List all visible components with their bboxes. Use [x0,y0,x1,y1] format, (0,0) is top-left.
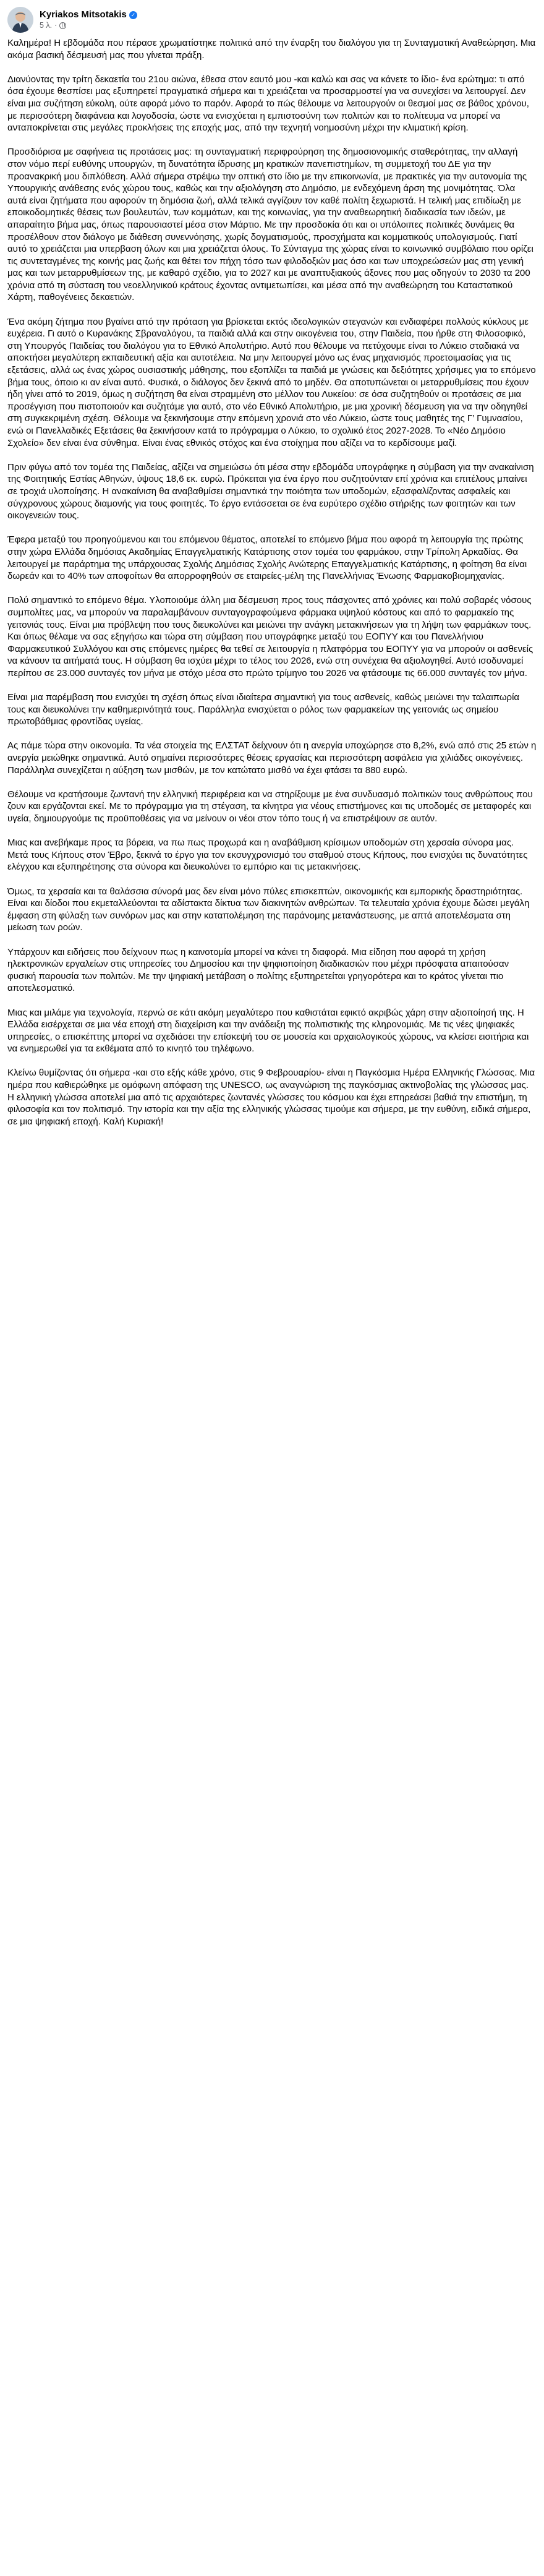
post-paragraph: Έφερα μεταξύ του προηγούμενου και του επόμενου θέματος, αποτελεί το επόμενο βήμα που αφορά τη λειτουργία της πρώτης στην χώρα Ελλάδα δημόσιας Ακαδημίας Επαγγελματικής Κατάρτισης στον τομέα του φαρμάκου, στην Τρίπολη Αρκαδίας. Θα λειτουργεί με παράρτημα της υπάρχουσας Σχολής Δημόσιας Σχολής Ανώτερης Επαγγελματικής Κατάρτισης, η φοίτηση θα είναι δωρεάν και το 40% των αποφοίτων θα απορροφηθούν σε εταιρείες-μέλη της Πανελλήνιας Ένωσης Φαρμακοβιομηχανίας. [7,534,530,582]
post-paragraph: Καλημέρα! Η εβδομάδα που πέρασε χρωματίστηκε πολιτικά από την έναρξη του διαλόγου για τη Συνταγματική Αναθεώρηση. Μια ακόμα βασική δέσμευσή μας που γίνεται πράξη. [7,38,538,61]
author-line [40,9,137,21]
post-body [7,37,537,1128]
post-paragraph: Μιας και μιλάμε για τεχνολογία, περνώ σε κάτι ακόμη μεγαλύτερο που καθιστάται εφικτό ακριβώς χάρη στην αξιοποίησή της. Η Ελλάδα εισέρχεται σε μια νέα εποχή στη διαχείριση και την ανάδειξη της πολιτιστικής της κληρονομιάς. Με τις νέες ψηφιακές υπηρεσίες, ο επισκέπτης μπορεί να σχεδιάσει την επίσκεψή του σε μουσεία και αρχαιολογικούς χώρους, να κλείσει εισιτήρια και να ενημερωθεί για τα εκθέματα από το κινητό του τηλέφωνο. [7,1007,532,1055]
post-paragraph: Όμως, τα χερσαία και τα θαλάσσια σύνορά μας δεν είναι μόνο πύλες επισκεπτών, οικονομικής και εμπορικής δραστηριότητας. Είναι και δίοδοι που εκμεταλλεύονται τα αδίστακτα δίκτυα των διακινητών ανθρώπων. Τα τελευταία χρόνια έχουμε δώσει μεγάλη έμφαση στη φύλαξη των συνόρων μας και στην καταπολέμηση της παράνομης μετανάστευσης, με απτά αποτελέσματα στη μείωση των ροών. [7,886,532,933]
post-meta [40,21,137,31]
profile-photo [7,7,33,33]
post-paragraph: Προσδιόρισα με σαφήνεια τις προτάσεις μας: τη συνταγματική περιφρούρηση της δημοσιονομικής σταθερότητας, την αλλαγή στον νόμο περί ευθύνης υπουργών, τη δυνατότητα ίδρυσης μη κρατικών πανεπιστημίων, τη συμμετοχή του ΔΕ για την προανακρική μου διπλόθεση. Αλλά σήμερα στρέψω την οπτική στο ίδιο με την επικοινωνία, με πρακτικές για την αυτονομία της Υπουργικής ανάθεσης ενός χώρου τους, καθώς και την αξιολόγηση στο Δημόσιο, με ενδεχόμενη άρση της μονιμότητας. Όλα αυτά είναι ζητήματα που αφορούν τη δημόσια ζωή, αλλά τελικά αγγίζουν τον καθέ πολίτη ξεχωριστά. Η τελική μας επιδίωξη με εποικοδομητικές θέσεις των βουλευτών, των κομμάτων, και της κοινωνίας, για την αναθεωρητική διαδικασία των ιδεών, με απαραίτητο βήμα μας, όπως παρουσιαστεί μέσα στον Μάρτιο. Με την προσδοκία ότι και οι υπόλοιπες πολιτικές δυνάμεις θα προσέλθουν στον διάλογο με διάθεση συνεννόησης, χωρίς δογματισμούς, προσχήματα και κομματικούς υπολογισμούς. Γιατί αυτό το χρειάζεται μια υπερβαση όλων και μια χρειάζεται όλους. Το Σύνταγμα της χώρας είναι το κοινωνικό συμβόλαιο που ορίζει τις συντεταγμένες της κοινής μας ζωής και θέτει τον πήχη τόσο των φιλοδοξιών μας όσο και των υποχρεώσεών μας στη γενική μας και των μεταρρυθμίσεων της, με καθαρό σχέδιο, για το 2027 και με αναπτυξιακούς άξονες που μας οδηγούν το 2030 τα 200 χρόνια από τη σύσταση του νεοελληνικού κράτους έχοντας αντιμετωπίσει, και μέσα από την αναθεώρηση του Καταστατικού Χάρτη, παθογένειες δεκαετιών. [7,147,536,303]
post-paragraph: Κλείνω θυμίζοντας ότι σήμερα -και στο εξής κάθε χρόνο, στις 9 Φεβρουαρίου- είναι η Παγκόσμια Ημέρα Ελληνικής Γλώσσας. Μια ημέρα που καθιερώθηκε με ομόφωνη απόφαση της UNESCO, ως αναγνώριση της παγκόσμιας ακτινοβολίας της γλώσσας μας. Η ελληνική γλώσσα αποτελεί μια από τις αρχαιότερες ζωντανές γλώσσες του κόσμου και έχει επηρεάσει βαθιά την επιστήμη, τη φιλοσοφία και τον πολιτισμό. Την ιστορία και την αξία της ελληνικής γλώσσας τιμούμε και σήμερα, με την ευθύνη, ειδικά σήμερα, σε μια ψηφιακή εποχή. Καλή Κυριακή! [7,1068,538,1127]
post-paragraph: Ένα ακόμη ζήτημα που βγαίνει από την πρόταση για βρίσκεται εκτός ιδεολογικών στεγανών και ενδιαφέρει πολλούς κύκλους με ευχέρεια. Γι αυτό ο Κυρανάκης Σβραναλόγου, τα παιδιά αλλά και στην οικογένεια του, στην Παιδεία, που ήρθε στη Φιλοσοφικό, στη Υπουργός Παιδείας του διαλόγου για το Εθνικό Απολυτήριο. Αυτό που θέλουμε να πετύχουμε είναι το Λύκειο σταδιακά να αποκτήσει μεγαλύτερη εκπαιδευτική αξία και αυτοτέλεια. Να μην λειτουργεί μόνο ως ένας μηχανισμός προετοιμασίας για τις εξετάσεις, αλλά ως ένας χώρος ουσιαστικής μάθησης, που εξοπλίζει τα παιδιά με γνώσεις και δεξιότητες χρήσιμες για το επόμενο βήμα τους, όποιο κι αν είναι αυτό. Φυσικά, ο διάλογος δεν ξεκινά από το μηδέν. Θα αποτυπώνεται οι μεταρρυθμίσεις που έχουν ήδη γίνει από το 2019, όμως η συζήτηση θα είναι στραμμένη στο μέλλον του Λυκείου: σε όσα συζητηθούν οι προτάσεις σε μια προσέγγιση που πιστοποιούν και συζητάμε για αυτό, στο νέο Εθνικό Απολυτήριο, με μια χρονική δέσμευση για να την οδηγηθεί στη συγκεκριμένη σχέση. Θέλουμε να ξεκινήσουμε στην επόμενη χρονιά στο νέο Λύκειο, ώστε τους μαθητές της Γ’ Γυμνασίου, ενώ οι Πανελλαδικές Εξετάσεις θα ξεκινήσουν κατά το πρόγραμμα ο Λύκειο, το σχολικό έτος 2027-2028. Το «Νέο Δημόσιο Σχολείο» δεν είναι ένα σύνθημα. Είναι ένας εθνικός στόχος και ένα στοίχημα που αξίζει να το κερδίσουμε μαζί. [7,316,538,448]
post-paragraph: Μιας και ανεβήκαμε προς τα βόρεια, να πω πως προχωρά και η αναβάθμιση κρίσιμων υποδομών στη χερσαία σύνορα μας. Μετά τους Κήπους στον Έβρο, ξεκινά το έργο για τον εκσυγχρονισμό του σταθμού στους Κήπους, που ενισχύει τις δυνατότητες ελέγχου και εξυπηρέτησης στα σύνορα και διευκολύνει το εμπόριο και τις μετακινήσεις. [7,837,530,873]
post-paragraph: Υπάρχουν και ειδήσεις που δείχνουν πως η καινοτομία μπορεί να κάνει τη διαφορά. Μια είδηση που αφορά τη χρήση ηλεκτρονικών εργαλείων στις υπηρεσίες του Δημοσίου και την ψηφιοποίηση διαδικασιών που μέχρι πρόσφατα απαιτούσαν φυσική παρουσία των πολιτών. Με την ψηφιακή μετάβαση ο πολίτης εξυπηρετείται γρηγορότερα και το κράτος γίνεται πιο αποτελεσματικό. [7,946,512,994]
post-paragraph: Πολύ σημαντικό το επόμενο θέμα. Υλοποιούμε άλλη μια δέσμευση προς τους πάσχοντες από χρόνιες και πολύ σοβαρές νόσους συμπολίτες μας, να μπορούν να παραλαμβάνουν συνταγογραφούμενα φάρμακα υψηλού κόστους και από το φαρμακείο της γειτονιάς τους. Είναι μια πρόβλεψη που τους διευκολύνει και μειώνει την ανάγκη μετακινήσεων για τη λήψη των φαρμάκων τους. Και όπως θέλαμε να σας εξηγήσω και τώρα στη σύμβαση που υπογράφηκε μεταξύ του ΕΟΠΥΥ και του Πανελλήνιου Φαρμακευτικού Συλλόγου και στις επόμενες ημέρες θα τεθεί σε λειτουργία η πλατφόρμα του ΕΟΠΥΥ για να μπορούν οι ασθενείς να κάνουν τα αιτήματά τους. Η σύμβαση θα ισχύει μέχρι το τέλος του 2026, ενώ στη συνέχεια θα αξιολογηθεί. Αυτό ισοδυναμεί περίπου σε 23.000 συνταγές τον μήνα με στόχο μέσα στο πρώτο τρίμηνο του 2026 να φτάσουμε τις 66.000 συνταγές τον μήνα. [7,595,536,678]
post-time[interactable]: 5 λ. [40,20,53,30]
globe-icon [59,22,66,29]
verified-badge-icon: ✓ [129,11,137,19]
author-name[interactable]: Kyriakos Mitsotakis [40,9,127,20]
post-paragraph: Θέλουμε να κρατήσουμε ζωντανή την ελληνική περιφέρεια και να στηρίξουμε με ένα συνδυασμό πολιτικών τους ανθρώπους που ζουν και εργάζονται εκεί. Με το πρόγραμμα για τη στέγαση, τα κίνητρα για νέους επιστήμονες και τις υποδομές σε μεταφορές και υγεία, δημιουργούμε τις προϋποθέσεις για να μείνουν οι νέοι στον τόπο τους ή να επιστρέψουν σε αυτόν. [7,789,535,824]
post-paragraph: Ας πάμε τώρα στην οικονομία. Τα νέα στοιχεία της ΕΛΣΤΑΤ δείχνουν ότι η ανεργία υποχώρησε στο 8,2%, ενώ από στις 25 ετών η ανεργία μειώθηκε σημαντικά. Αυτό σημαίνει περισσότερες θέσεις εργασίας και περισσότερη ασφάλεια για χιλιάδες οικογένειες. Παράλληλα συνεχίζεται η αύξηση των μισθών, με τον κατώτατο μισθό να έχει φτάσει τα 880 ευρώ. [7,740,539,776]
separator-dot: · [54,20,57,30]
post-paragraph: Διανύοντας την τρίτη δεκαετία του 21ου αιώνα, έθεσα στον εαυτό μου -και καλώ και σας να κάνετε το ίδιο- ένα ερώτημα: τι από όσα έχουμε θεσπίσει μας εξυπηρετεί πραγματικά σήμερα και τι χρειάζεται να προσαρμοστεί για να συνεχίσει να λειτουργεί. Δεν είναι μια συζήτηση εύκολη, ούτε αφορά μόνο το παρόν. Αφορά το πώς θέλουμε να λειτουργούν οι θεσμοί μας σε βάθος χρόνου, με περισσότερη διαφάνεια και λογοδοσία, ώστε να ενισχύεται η εμπιστοσύνη των πολιτών και το πολίτευμα να μπορεί να ανταποκρίνεται στις μεγάλες προκλήσεις της εποχής μας, από την τεχνητή νοημοσύνη μέχρι την κλιματική κρίση. [7,74,532,134]
post-header [7,0,537,37]
post-paragraph: Είναι μια παρέμβαση που ενισχύει τη σχέση όπως είναι ιδιαίτερα σημαντική για τους ασθενείς, καθώς μειώνει την ταλαιπωρία τους και διευκολύνει την καθημερινότητά τους. Παράλληλα ενισχύεται ο ρόλος των φαρμακείων της γειτονιάς ως σημείου πρωτοβάθμιας φροντίδας υγείας. [7,692,522,727]
author-info [40,9,137,30]
post-paragraph: Πριν φύγω από τον τομέα της Παιδείας, αξίζει να σημειώσω ότι μέσα στην εβδομάδα υπογράφηκε η σύμβαση για την ανακαίνιση της Φοιτητικής Εστίας Αθηνών, ύψους 18,6 εκ. ευρώ. Πρόκειται για ένα έργο που συζητούνταν επί χρόνια και επιτέλους μπαίνει σε τροχιά υλοποίησης. Η ανακαίνιση θα αναβαθμίσει σημαντικά την ποιότητα των υποδομών, εξασφαλίζοντας ασφαλείς και σύγχρονους χώρους διαμονής για τους φοιτητές. Το έργο εντάσσεται σε ένα ευρύτερο σχέδιο στήριξης των φοιτητών και των οικογενειών τους. [7,461,537,521]
avatar[interactable] [7,7,33,33]
